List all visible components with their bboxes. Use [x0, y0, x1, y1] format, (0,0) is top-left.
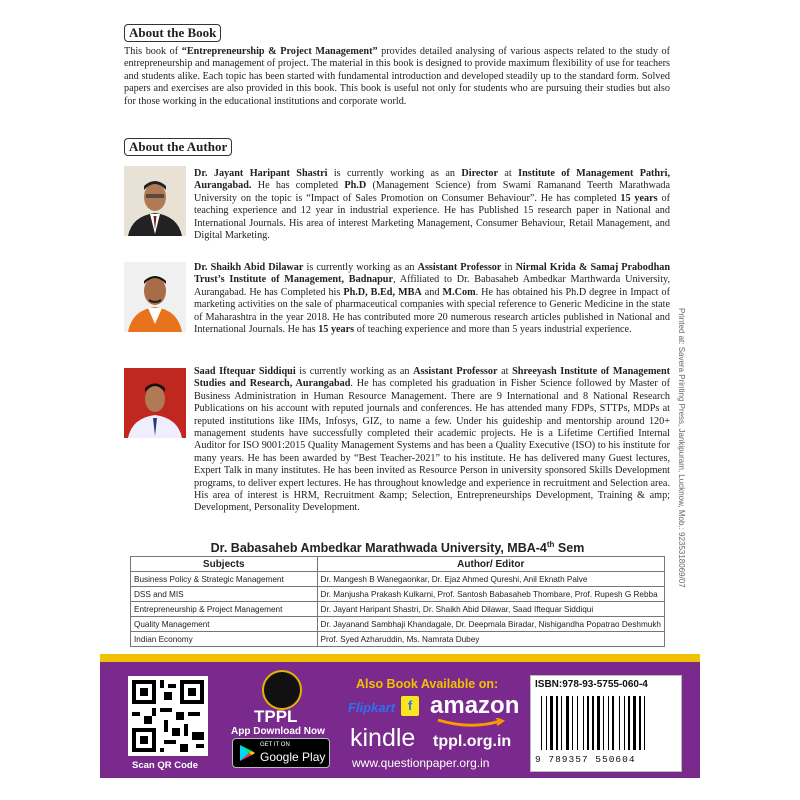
- barcode-digits: 9 789357 550604: [535, 754, 636, 765]
- table-row: [131, 632, 665, 647]
- subject-cell: Quality Management: [131, 617, 318, 632]
- author-cell: Dr. Manjusha Prakash Kulkarni, Prof. Santosh Babasaheb Thombare, Prof. Rupesh G Rebba: [317, 587, 664, 602]
- amazon-smile-icon: [436, 718, 506, 728]
- header-author: Author/ Editor: [317, 557, 664, 572]
- subject-cell: Business Policy & Strategic Management: [131, 572, 318, 587]
- amazon-logo[interactable]: amazon: [430, 692, 520, 719]
- also-available-label: Also Book Available on:: [356, 677, 499, 691]
- table-title: Dr. Babasaheb Ambedkar Marathwada University, MBA-4th Sem: [210, 540, 585, 556]
- yellow-band: [100, 654, 700, 662]
- author-bio-1: Dr. Jayant Haripant Shastri is currently working as an Director at Institute of Management Pathri, Aurangabad. He has completed Ph.D (Management Science) from Swami Ramanand Teerth Marathwada University on the topic is “Impact of Sales Promotion on Consumer Behaviour”. He has completed 15 years of teaching experience and 12 year in industrial experience. He has Published 15 research paper in National and International Journals. His area of interest Marketing Management, Consumer Behaviour, Retail Management, and Digital Marketing.: [194, 168, 671, 242]
- subject-cell: Entrepreneurship & Project Management: [131, 602, 318, 617]
- table-row: [131, 572, 665, 587]
- kindle-logo[interactable]: kindle: [350, 724, 416, 752]
- author-photo-1: [124, 166, 186, 236]
- about-author-heading: About the Author: [124, 138, 232, 156]
- questionpaper-site-link[interactable]: www.questionpaper.org.in: [352, 756, 490, 770]
- tppl-logo-icon: [262, 670, 302, 710]
- app-download-label: App Download Now: [231, 726, 325, 737]
- author-photo-2: [124, 262, 186, 332]
- author-bio-3-top: Saad Iftequar Siddiqui is currently working as an Assistant Professor at Shreeyash Institute of Management Studies and Research, Aurangabad. He has completed his graduation in Fisher Science followed by Master of Business Administration in Human Resource Management. There are 9 International and 8 National Research Publications on his account with reputed journals and conferences. He has attended many FDPs, STTPs, MDPs at reputed institutions like IIMs, Infosys, GIZ, to name a few. Under his guideship and mentorship around 120+ management students have successfully completed their academic projects. He is a Lifetime Certified Internal Auditor for ISO 9001:2015 Quality Management Systems and has been a Quality Executive (ISO) to his institute for many years. He has been awarded by “Best Teacher-2021” to his institute. He has delivered many Guest lectures, Expert Talk in many institutes. He has been invited as Resource Person in university sponsored Skills Development programs, to deliver expert lectures. He has throughout knowledge and experience in recruitment and Selection area. His area of interest is HRM, Recruitment &amp; Selection, Entrepreneurships Development, Training & amp; Development, Personality Development.: [194, 366, 671, 514]
- table-row: [131, 617, 665, 632]
- gp-small-label: GET IT ON: [260, 742, 290, 748]
- flipkart-logo[interactable]: Flipkart: [348, 700, 395, 715]
- printer-info: Printed at: Savera Printing Press, Jankipuram, Lucknow, Mob.: 9235318069/07: [677, 308, 686, 588]
- author-cell: Dr. Mangesh B Wanegaonkar, Dr. Ejaz Ahmed Qureshi, Anil Eknath Palve: [317, 572, 664, 587]
- tppl-brand: TPPL: [254, 707, 298, 726]
- qr-label: Scan QR Code: [132, 760, 198, 771]
- table-row: [131, 587, 665, 602]
- author-cell: Dr. Jayanand Sambhaji Khandagale, Dr. Deepmala Biradar, Nishigandha Popatrao Deshmukh: [317, 617, 664, 632]
- author-cell: Dr. Jayant Haripant Shastri, Dr. Shaikh Abid Dilawar, Saad Iftequar Siddiqui: [317, 602, 664, 617]
- flipkart-bag-icon: f: [401, 696, 419, 716]
- google-play-icon: [239, 744, 255, 762]
- gp-big-label: Google Play: [260, 750, 326, 764]
- author-bio-2: Dr. Shaikh Abid Dilawar is currently working as an Assistant Professor in Nirmal Krida & Samaj Prabodhan Trust’s Institute of Management, Badnapur, Affiliated to Dr. Babasaheb Ambedkar Marthwarda University, Aurangabad. He has Completed his Ph.D, B.Ed, MBA and M.Com. He has obtained his Ph.D degree in Impact of marketing activities on the sale of pharmaceutical companies with special reference to Generic Medicine in the state of Maharashtra in the year 2018. He has contributed more 20 numerous research articles published in National and International Journals. He has 15 years of teaching experience and more than 5 years industrial experience.: [194, 262, 670, 336]
- qr-code[interactable]: [128, 676, 208, 756]
- subject-cell: DSS and MIS: [131, 587, 318, 602]
- table-header-row: [131, 557, 665, 572]
- table-row: [131, 602, 665, 617]
- google-play-button[interactable]: [232, 738, 330, 768]
- about-book-heading: About the Book: [124, 24, 221, 42]
- barcode: [541, 696, 671, 750]
- tppl-site-link[interactable]: tppl.org.in: [433, 733, 512, 750]
- author-photo-3: [124, 368, 186, 438]
- author-cell: Prof. Syed Azharuddin, Ms. Namrata Dubey: [317, 632, 664, 647]
- about-book-text: This book of “Entrepreneurship & Project Management” provides detailed analysing of various aspects related to the study of entrepreneurship and management of project. The material in this book is designed to provide maximum flexibility of use for teachers and students alike. Each topic has been started with fundamental introduction and developed steadily up to the standard form. Solved papers and exercises are also provided in this book. This book is useful not only for students who are pursuing their studies but also for those working in the educational institutions and corporate world.: [124, 46, 670, 107]
- book-list-table: [130, 556, 665, 647]
- header-subjects: Subjects: [131, 557, 318, 572]
- subject-cell: Indian Economy: [131, 632, 318, 647]
- isbn-barcode-box: [530, 675, 682, 772]
- isbn-label: ISBN:978-93-5755-060-4: [535, 679, 648, 690]
